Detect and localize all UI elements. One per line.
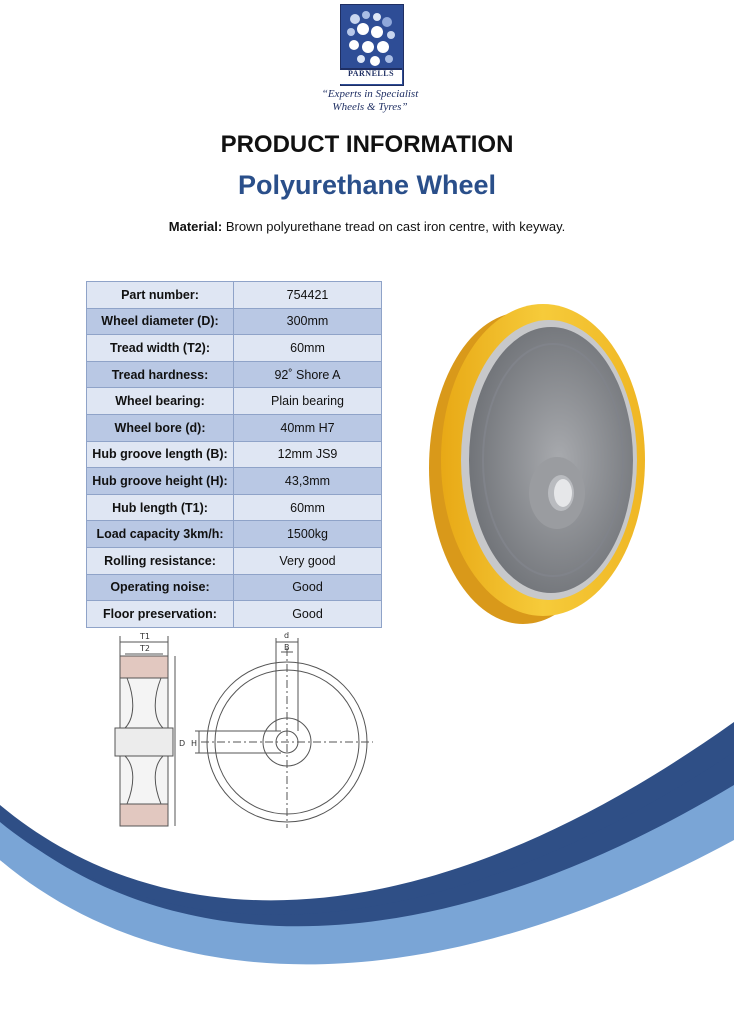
spec-label: Hub groove height (H): — [87, 468, 234, 495]
spec-row — [87, 441, 382, 468]
label-b: B — [284, 643, 290, 652]
spec-row — [87, 361, 382, 388]
label-t1: T1 — [140, 632, 150, 641]
spec-label: Floor preservation: — [87, 601, 234, 628]
spec-label: Wheel diameter (D): — [87, 308, 234, 335]
spec-label: Wheel bore (d): — [87, 414, 234, 441]
spec-row — [87, 282, 382, 309]
spec-row — [87, 388, 382, 415]
spec-value: Very good — [234, 547, 382, 574]
spec-value: 43,3mm — [234, 468, 382, 495]
spec-value: 1500kg — [234, 521, 382, 548]
spec-value: 92˚ Shore A — [234, 361, 382, 388]
spec-label: Tread hardness: — [87, 361, 234, 388]
material-label: Material: — [168, 219, 223, 234]
spec-value: Good — [234, 574, 382, 601]
spec-table — [86, 281, 382, 628]
material-text: Brown polyurethane tread on cast iron centre, with keyway. — [222, 219, 566, 234]
spec-value: 60mm — [234, 494, 382, 521]
spec-row — [87, 308, 382, 335]
spec-value: 754421 — [234, 282, 382, 309]
spec-label: Operating noise: — [87, 574, 234, 601]
spec-value: Plain bearing — [234, 388, 382, 415]
product-title: Polyurethane Wheel — [237, 170, 497, 200]
label-h: H — [191, 739, 198, 748]
spec-label: Rolling resistance: — [87, 547, 234, 574]
logo-dots-graphic — [341, 5, 403, 71]
spec-label: Hub groove length (B): — [87, 441, 234, 468]
spec-row — [87, 494, 382, 521]
spec-row — [87, 414, 382, 441]
spec-row — [87, 547, 382, 574]
logo-tagline-line-1: “Experts in Specialist — [321, 88, 419, 100]
logo-name: PARNELLS — [347, 69, 395, 78]
page-heading: PRODUCT INFORMATION — [220, 131, 514, 158]
spec-value: Good — [234, 601, 382, 628]
spec-row — [87, 574, 382, 601]
label-t2: T2 — [140, 644, 150, 653]
spec-label: Load capacity 3km/h: — [87, 521, 234, 548]
spec-row — [87, 335, 382, 362]
spec-value: 12mm JS9 — [234, 441, 382, 468]
spec-label: Hub length (T1): — [87, 494, 234, 521]
logo-tagline-line-2: Wheels & Tyres” — [332, 101, 408, 113]
spec-value: 40mm H7 — [234, 414, 382, 441]
spec-label: Tread width (T2): — [87, 335, 234, 362]
spec-value: 60mm — [234, 335, 382, 362]
label-d-upper: D — [179, 739, 186, 748]
spec-label: Part number: — [87, 282, 234, 309]
material-description — [0, 219, 734, 234]
technical-drawing — [95, 628, 375, 838]
spec-value: 300mm — [234, 308, 382, 335]
spec-row — [87, 521, 382, 548]
spec-label: Wheel bearing: — [87, 388, 234, 415]
spec-row — [87, 601, 382, 628]
wheel-photo — [425, 290, 655, 630]
label-d-small: d — [284, 631, 290, 640]
spec-row — [87, 468, 382, 495]
